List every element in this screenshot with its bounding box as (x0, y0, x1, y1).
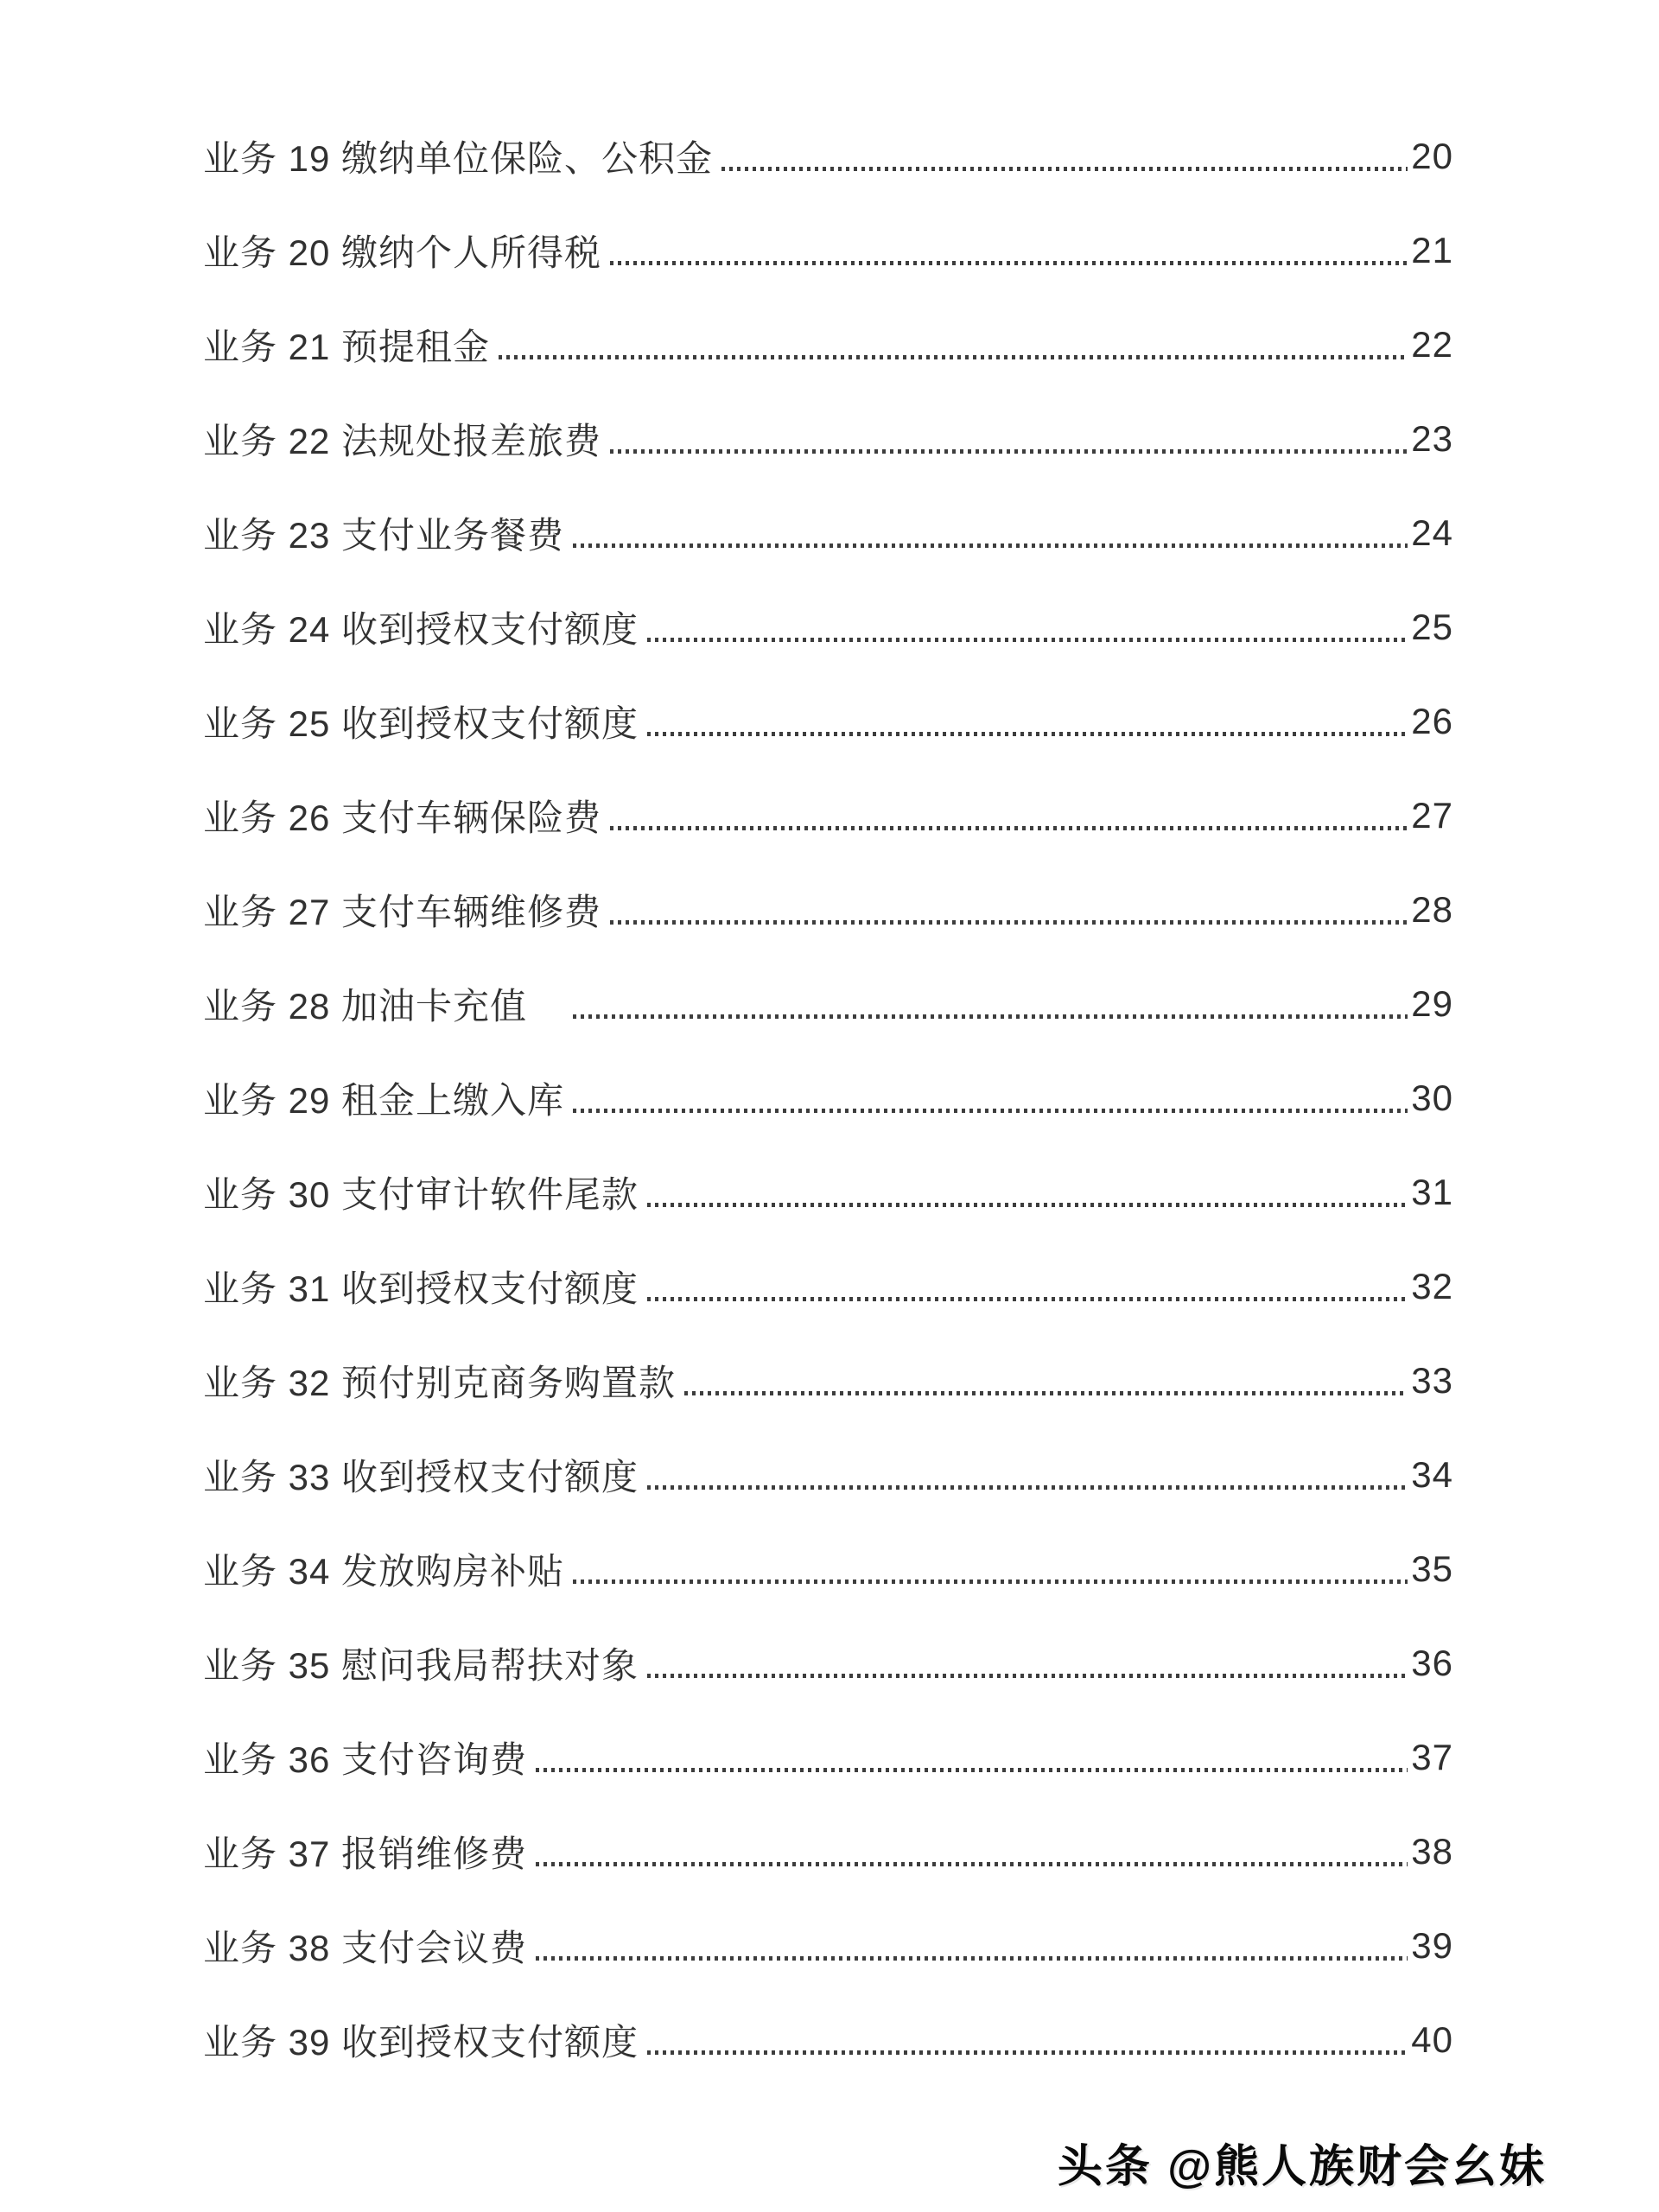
dot-leader (610, 920, 1408, 925)
dot-leader (610, 826, 1408, 830)
toc-entry (203, 1427, 1453, 1522)
toc-entry (203, 862, 1453, 957)
toc-entry (203, 203, 1453, 297)
watermark-text: 头条 @熊人族财会幺妹 (1057, 2142, 1547, 2192)
toc-entry (203, 297, 1453, 391)
toc-entry-page-number: 31 (1411, 1171, 1453, 1212)
toc-entry-title: 业务 39 收到授权支付额度 (203, 2021, 639, 2063)
dot-leader (573, 1580, 1408, 1584)
toc-entry-page-number: 29 (1411, 982, 1453, 1024)
toc-entry-page-number: 24 (1411, 512, 1453, 553)
dot-leader (721, 167, 1408, 171)
toc-entry-page-number: 40 (1411, 2018, 1453, 2060)
dot-leader (647, 2050, 1408, 2055)
toc-entry (203, 1804, 1453, 1898)
toc-entry-title: 业务 33 收到授权支付额度 (203, 1456, 639, 1497)
toc-entry-page-number: 39 (1411, 1924, 1453, 1966)
toc-entry-title: 业务 26 支付车辆保险费 (203, 797, 602, 838)
dot-leader (647, 1485, 1408, 1490)
toc-entry-title: 业务 31 收到授权支付额度 (203, 1268, 639, 1309)
toc-entry-title: 业务 38 支付会议费 (203, 1927, 528, 1968)
toc-entry-page-number: 22 (1411, 323, 1453, 365)
dot-leader (573, 543, 1408, 548)
toc-entry-title: 业务 20 缴纳个人所得税 (203, 232, 602, 273)
dot-leader (647, 638, 1408, 642)
toc-entry-page-number: 35 (1411, 1548, 1453, 1589)
dot-leader (610, 449, 1408, 454)
toc-entry (203, 1522, 1453, 1616)
toc-entry-title: 业务 22 法规处报差旅费 (203, 420, 602, 461)
toc-entry-title: 业务 25 收到授权支付额度 (203, 702, 639, 744)
dot-leader (536, 1768, 1408, 1772)
toc-entry (203, 1333, 1453, 1427)
toc-entry (203, 768, 1453, 862)
toc-entry-page-number: 33 (1411, 1359, 1453, 1401)
toc-entry (203, 486, 1453, 580)
toc-entry-title: 业务 32 预付别克商务购置款 (203, 1362, 677, 1403)
toc-entry-title: 业务 34 发放购房补贴 (203, 1550, 565, 1592)
toc-entry-title: 业务 37 报销维修费 (203, 1833, 528, 1874)
toc-entry (203, 674, 1453, 768)
dot-leader (536, 1956, 1408, 1961)
toc-list (203, 109, 1453, 2087)
toc-entry-title: 业务 24 收到授权支付额度 (203, 608, 639, 650)
toc-entry-title: 业务 35 慰问我局帮扶对象 (203, 1644, 639, 1686)
toc-entry-page-number: 26 (1411, 700, 1453, 741)
toc-entry (203, 957, 1453, 1051)
toc-entry-title: 业务 27 支付车辆维修费 (203, 891, 602, 932)
toc-entry (203, 391, 1453, 486)
dot-leader (647, 1203, 1408, 1207)
toc-entry-page-number: 28 (1411, 888, 1453, 930)
toc-entry-page-number: 20 (1411, 135, 1453, 176)
toc-entry-title: 业务 36 支付咨询费 (203, 1738, 528, 1780)
dot-leader (573, 1109, 1408, 1113)
toc-entry-page-number: 34 (1411, 1453, 1453, 1495)
toc-entry-page-number: 36 (1411, 1642, 1453, 1683)
dot-leader (573, 1014, 1408, 1019)
toc-entry-page-number: 30 (1411, 1077, 1453, 1118)
toc-entry (203, 1051, 1453, 1145)
dot-leader (647, 1674, 1408, 1678)
dot-leader (499, 355, 1408, 359)
toc-entry-page-number: 25 (1411, 606, 1453, 647)
toc-entry-title: 业务 23 支付业务餐费 (203, 514, 565, 556)
toc-entry (203, 109, 1453, 203)
toc-entry-page-number: 27 (1411, 794, 1453, 836)
toc-entry-page-number: 38 (1411, 1830, 1453, 1872)
toc-entry (203, 1710, 1453, 1804)
toc-entry-title: 业务 28 加油卡充值 (203, 985, 565, 1027)
dot-leader (647, 1297, 1408, 1301)
toc-entry (203, 580, 1453, 674)
dot-leader (610, 261, 1408, 265)
dot-leader (536, 1862, 1408, 1866)
toc-entry (203, 1616, 1453, 1710)
dot-leader (684, 1391, 1408, 1395)
toc-entry-title: 业务 19 缴纳单位保险、公积金 (203, 137, 714, 179)
toc-entry-title: 业务 30 支付审计软件尾款 (203, 1173, 639, 1215)
toc-entry-title: 业务 29 租金上缴入库 (203, 1079, 565, 1121)
dot-leader (647, 732, 1408, 736)
toc-entry-page-number: 37 (1411, 1736, 1453, 1777)
toc-entry (203, 1898, 1453, 1993)
toc-entry-title: 业务 21 预提租金 (203, 326, 491, 367)
toc-entry (203, 1145, 1453, 1239)
toc-entry-page-number: 23 (1411, 417, 1453, 459)
toc-entry (203, 1239, 1453, 1333)
toc-entry-page-number: 32 (1411, 1265, 1453, 1306)
toc-entry (203, 1993, 1453, 2087)
toc-entry-page-number: 21 (1411, 229, 1453, 270)
